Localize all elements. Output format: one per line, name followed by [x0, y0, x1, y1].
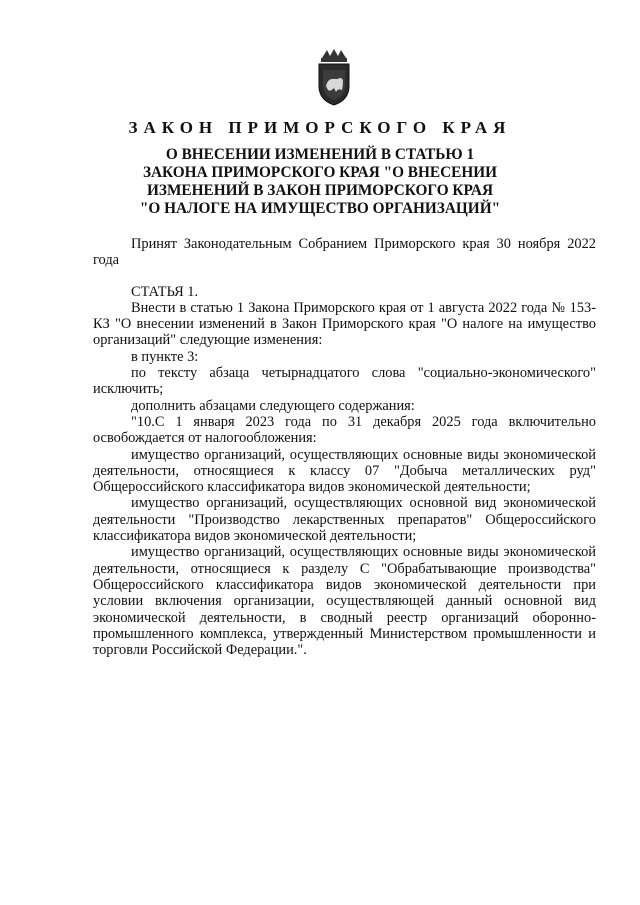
article-paragraph: имущество организаций, осуществляющих основные виды экономической деятельности, относящиеся к классу 07 "Добыча металлических руд" Общероссийского классификатора видов экономической деятельности;: [93, 446, 596, 496]
article-paragraph: в пункте 3:: [131, 348, 199, 365]
subtitle-line: "О НАЛОГЕ НА ИМУЩЕСТВО ОРГАНИЗАЦИЙ": [139, 200, 501, 217]
document-body: [93, 236, 596, 658]
adoption-note: Принят Законодательным Собранием Приморского края 30 ноября 2022 года: [93, 236, 596, 269]
article-heading: СТАТЬЯ 1.: [131, 283, 199, 300]
article-paragraph: имущество организаций, осуществляющих основные виды экономической деятельности, относящиеся к разделу С "Обрабатывающие производства" Общероссийского классификатора видов экономической деятельности при условии включения организации, осуществляющей данный основной вид экономической деятельности, в сводный реестр организаций оборонно-промышленного комплекса, утвержденный Министерством промышленности и торговли Российской Федерации.".: [93, 544, 596, 659]
subtitle-line: О ВНЕСЕНИИ ИЗМЕНЕНИЙ В СТАТЬЮ 1: [165, 146, 475, 163]
article-paragraph: "10.С 1 января 2023 года по 31 декабря 2025 года включительно освобождается от налогообложения:: [93, 413, 596, 447]
subtitle-line: ЗАКОНА ПРИМОРСКОГО КРАЯ "О ВНЕСЕНИИ: [142, 164, 498, 181]
article-paragraph: имущество организаций, осуществляющих основной вид экономической деятельности "Производство лекарственных препаратов" Общероссийского классификатора видов экономической деятельности;: [93, 495, 596, 545]
article-paragraph: дополнить абзацами следующего содержания:: [131, 397, 415, 414]
coat-of-arms-icon: [316, 48, 352, 106]
article-paragraph: по тексту абзаца четырнадцатого слова "социально-экономического" исключить;: [93, 365, 596, 398]
subtitle-line: ИЗМЕНЕНИЙ В ЗАКОН ПРИМОРСКОГО КРАЯ: [146, 182, 494, 199]
article-paragraph: Внести в статью 1 Закона Приморского края от 1 августа 2022 года № 153-КЗ "О внесении изменений в Закон Приморского края "О налоге на имущество организаций" следующие изменения:: [93, 299, 596, 349]
law-title: ЗАКОН ПРИМОРСКОГО КРАЯ: [128, 118, 512, 137]
law-subtitle: [0, 146, 640, 218]
